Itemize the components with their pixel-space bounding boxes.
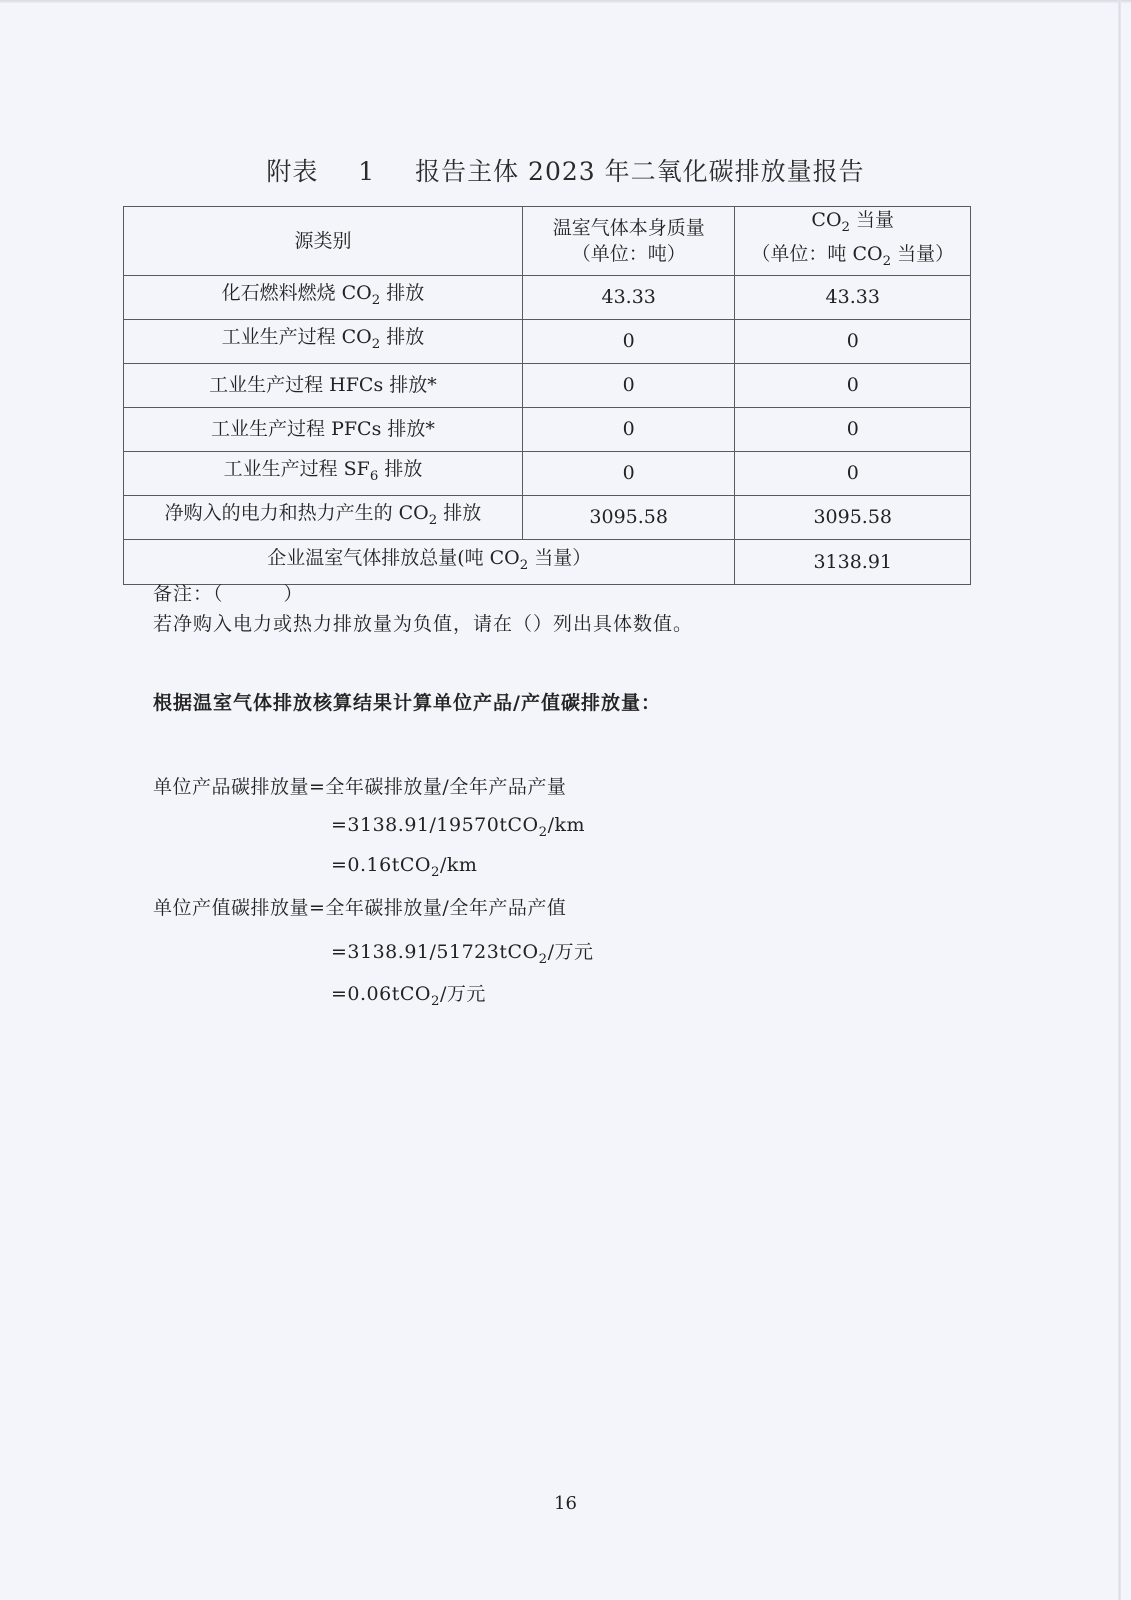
table-row [124,275,971,319]
row-equivalent: 0 [735,451,971,495]
row-equivalent: 0 [735,407,971,451]
row-mass: 0 [522,451,735,495]
row-mass: 0 [522,319,735,363]
table-row [124,407,971,451]
row-mass: 0 [522,363,735,407]
page-title [0,152,1131,188]
table-row [124,495,971,539]
table-total-row [124,539,971,584]
header-gas-mass: 温室气体本身质量 （单位：吨） [522,207,735,276]
section-heading: 根据温室气体排放核算结果计算单位产品/产值碳排放量： [153,692,661,714]
formula-product-definition: 单位产品碳排放量=全年碳排放量/全年产品产量 [153,776,567,798]
row-label: 工业生产过程 PFCs 排放* [124,407,523,451]
remark-line: 备注：（ ） [153,583,304,605]
table-row [124,363,971,407]
header-source-category: 源类别 [124,207,523,276]
table-row [124,319,971,363]
row-equivalent: 0 [735,363,971,407]
formula-value-result: =0.06tCO$_2$/万元 [331,983,486,1009]
row-mass: 3095.58 [522,495,735,539]
title-prefix: 附表 [266,157,319,186]
row-label: 净购入的电力和热力产生的 $CO_2$ 排放 [124,495,523,539]
row-label: 工业生产过程 HFCs 排放* [124,363,523,407]
right-scan-edge [1118,0,1121,1600]
row-mass: 43.33 [522,275,735,319]
formula-product-result: =0.16tCO$_2$/km [331,854,478,880]
page-number: 16 [554,1493,577,1514]
row-label: 工业生产过程 $SF_6$ 排放 [124,451,523,495]
total-label: 企业温室气体排放总量(吨 $CO_2$ 当量） [124,539,735,584]
formula-product-calculation: =3138.91/19570tCO$_2$/km [331,814,585,840]
total-value: 3138.91 [735,539,971,584]
row-mass: 0 [522,407,735,451]
top-scan-edge [0,0,1131,3]
table-row [124,451,971,495]
row-equivalent: 3095.58 [735,495,971,539]
title-text: 报告主体 2023 年二氧化碳排放量报告 [415,157,865,186]
row-label: 化石燃料燃烧 $CO_2$ 排放 [124,275,523,319]
remark-negative-value-note: 若净购入电力或热力排放量为负值，请在（）列出具体数值。 [153,613,694,635]
row-equivalent: 43.33 [735,275,971,319]
formula-value-calculation: =3138.91/51723tCO$_2$/万元 [331,941,594,967]
title-number: 1 [358,157,376,186]
formula-value-definition: 单位产值碳排放量=全年碳排放量/全年产品产值 [153,897,567,919]
header-co2-equivalent: $CO_2$ 当量 （单位：吨 $CO_2$ 当量） [735,207,971,276]
emissions-table [123,206,971,585]
table-header-row [124,207,971,276]
row-equivalent: 0 [735,319,971,363]
row-label: 工业生产过程 $CO_2$ 排放 [124,319,523,363]
